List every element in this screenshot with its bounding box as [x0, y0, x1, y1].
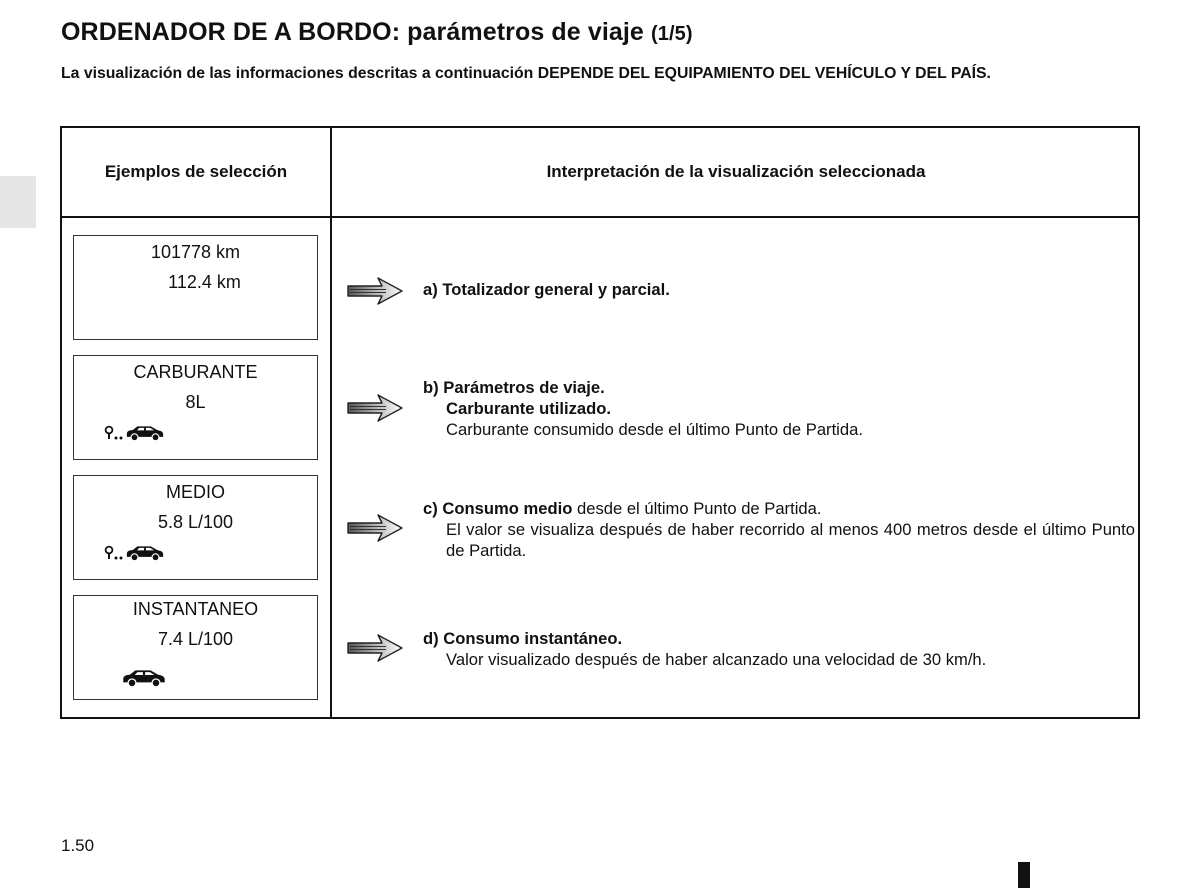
pointer-arrow-icon: [346, 633, 404, 663]
description-c: [423, 498, 1135, 561]
intro-note: La visualización de las informaciones descritas a continuación DEPENDE DEL EQUIPAMIENTO DEL VEHÍCULO Y DEL PAÍS.: [61, 65, 991, 82]
display-example-average-consumption: [73, 475, 318, 580]
description-d: [423, 628, 1135, 670]
header-divider: [62, 216, 1138, 218]
item-detail: Carburante consumido desde el último Punto de Partida.: [446, 420, 863, 439]
section-tab-marker: [0, 176, 36, 228]
display-line-2: 5.8 L/100: [157, 512, 234, 532]
page-title: [61, 18, 693, 47]
display-line-2: 112.4 km: [168, 272, 241, 292]
page-edge-marker: [1018, 862, 1030, 888]
item-detail: El valor se visualiza después de haber recorrido al menos 400 metros desde el último Punto de Partida.: [446, 520, 1135, 560]
page-part-indicator: (1/5): [650, 23, 693, 45]
display-line-2: 8L: [185, 392, 206, 412]
display-line-1: INSTANTANEO: [132, 599, 259, 619]
header-interpretation: Interpretación de la visualización seleccionada: [546, 162, 926, 181]
item-title: Consumo medio: [442, 499, 573, 518]
display-line-1: 101778 km: [150, 242, 241, 262]
item-title-rest: desde el último Punto de Partida.: [572, 499, 822, 518]
item-letter: b): [423, 378, 439, 397]
display-example-odometer: [73, 235, 318, 340]
item-title: Totalizador general y parcial.: [442, 280, 670, 299]
item-title: Parámetros de viaje.: [443, 378, 605, 397]
page-number: 1.50: [61, 836, 95, 855]
description-b: [423, 377, 1135, 440]
header-examples: Ejemplos de selección: [104, 162, 288, 181]
display-example-fuel-used: [73, 355, 318, 460]
trip-parameters-table: [60, 126, 1140, 719]
display-line-1: CARBURANTE: [133, 362, 258, 382]
description-a: [423, 279, 1135, 300]
item-letter: d): [423, 629, 439, 648]
item-letter: c): [423, 499, 438, 518]
item-letter: a): [423, 280, 438, 299]
start-point-to-car-icon: [104, 544, 166, 562]
display-line-2: 7.4 L/100: [157, 629, 234, 649]
start-point-to-car-icon: [104, 424, 166, 442]
pointer-arrow-icon: [346, 276, 404, 306]
display-example-instant-consumption: [73, 595, 318, 700]
item-title: Consumo instantáneo.: [443, 629, 623, 648]
page-title-text: ORDENADOR DE A BORDO: parámetros de viaje: [61, 18, 644, 46]
pointer-arrow-icon: [346, 513, 404, 543]
car-icon: [120, 668, 168, 688]
item-subtitle: Carburante utilizado.: [446, 399, 612, 418]
item-detail: Valor visualizado después de haber alcanzado una velocidad de 30 km/h.: [446, 650, 987, 669]
pointer-arrow-icon: [346, 393, 404, 423]
display-line-1: MEDIO: [165, 482, 225, 502]
